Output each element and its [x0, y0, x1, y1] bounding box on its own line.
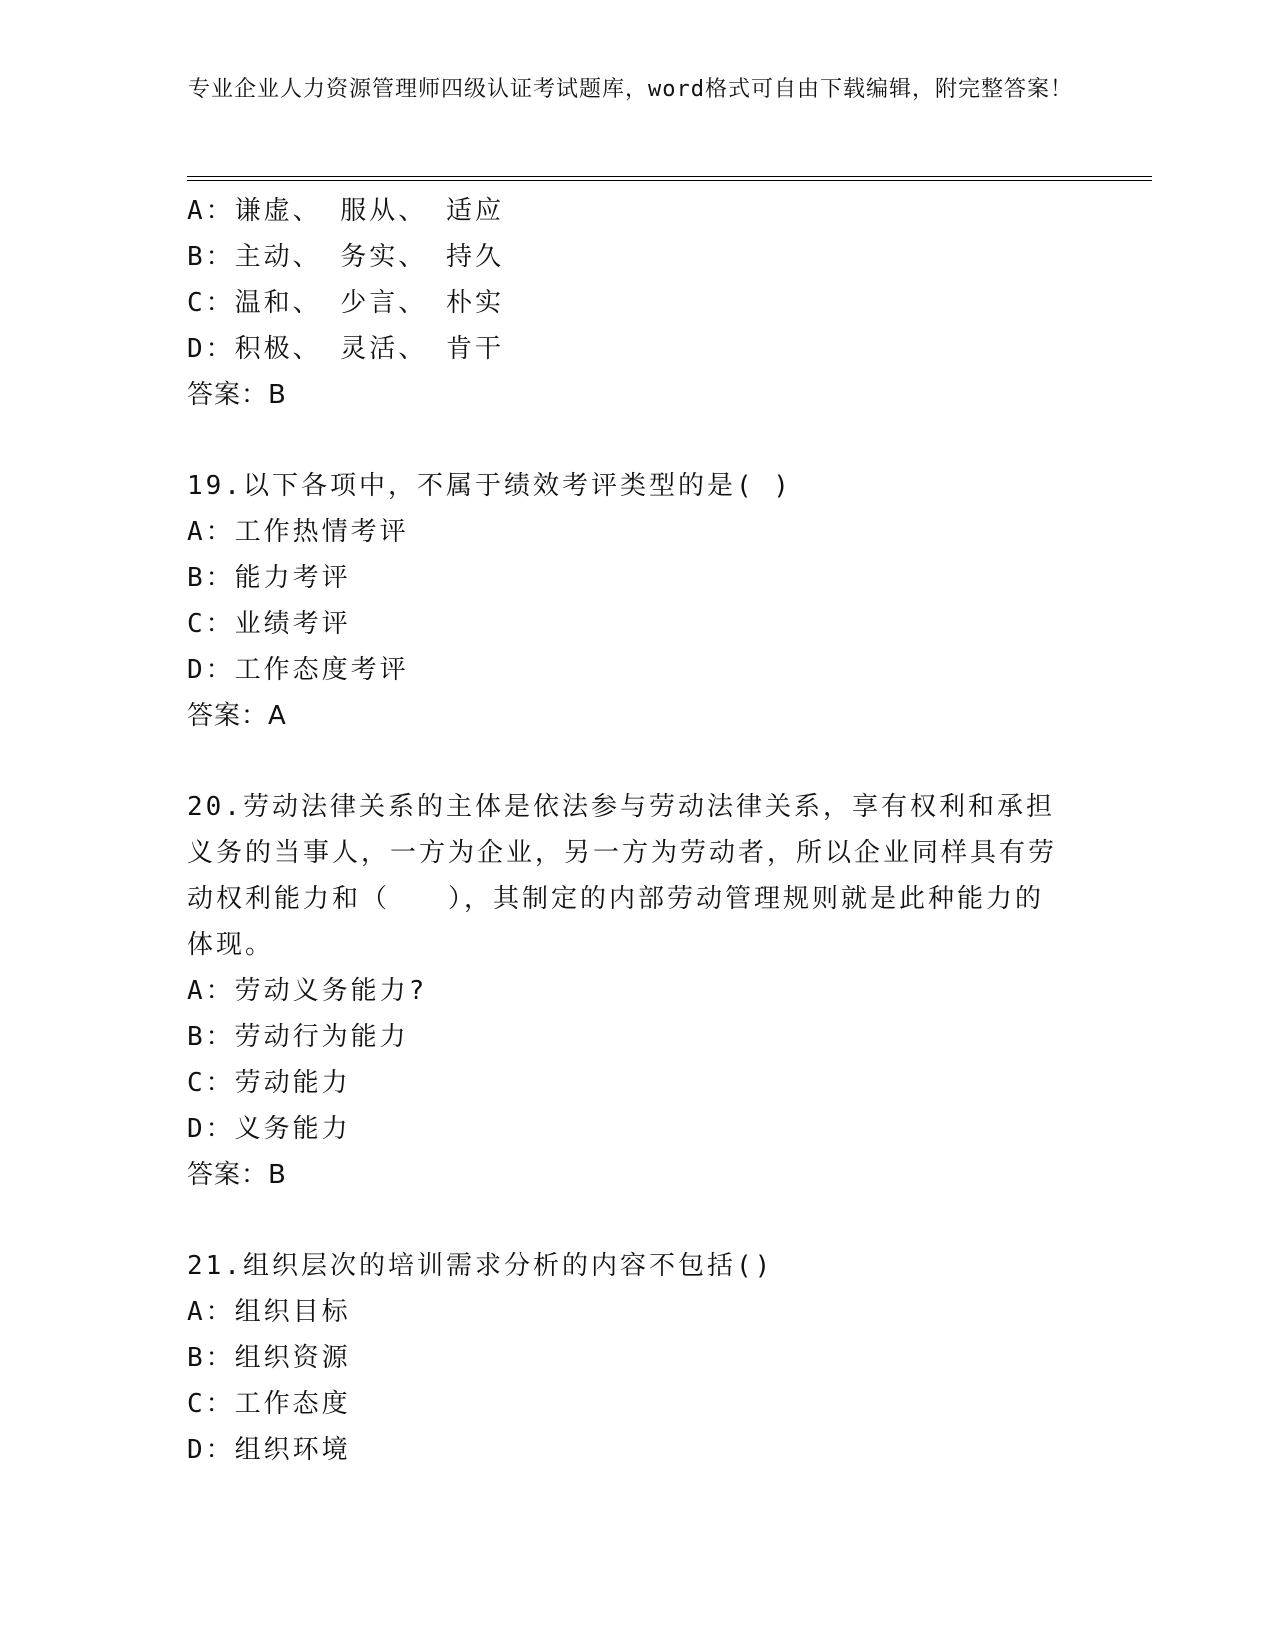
option-c: C：工作态度	[187, 1389, 351, 1419]
option-b: B：组织资源	[187, 1343, 351, 1373]
spacer	[187, 1198, 1087, 1243]
option-a: A：谦虚、 服从、 适应	[187, 196, 504, 226]
question-20	[187, 784, 1087, 1198]
option-d: D：积极、 灵活、 肯干	[187, 334, 504, 364]
spacer	[187, 418, 1087, 463]
answer-line: 答案：B	[187, 380, 287, 410]
document-header: 专业企业人力资源管理师四级认证考试题库，word格式可自由下载编辑，附完整答案！	[188, 77, 1073, 102]
answer-line: 答案：B	[187, 1160, 287, 1190]
question-18-continued	[187, 188, 1087, 418]
question-19	[187, 463, 1087, 739]
option-b: B：能力考评	[187, 563, 351, 593]
option-d: D：工作态度考评	[187, 655, 409, 685]
spacer	[187, 739, 1087, 784]
header-rule-top	[187, 176, 1152, 177]
option-c: C：劳动能力	[187, 1068, 351, 1098]
header-rule-bottom	[187, 180, 1152, 181]
option-a: A：组织目标	[187, 1297, 351, 1327]
question-content	[187, 188, 1087, 1473]
option-c: C：业绩考评	[187, 609, 351, 639]
question-stem: 19.以下各项中，不属于绩效考评类型的是( )	[187, 471, 792, 501]
option-d: D：义务能力	[187, 1114, 351, 1144]
answer-line: 答案：A	[187, 701, 287, 731]
question-stem: 20.劳动法律关系的主体是依法参与劳动法律关系，享有权利和承担义务的当事人，一方为企业，另一方为劳动者，所以企业同样具有劳动权利能力和（ ），其制定的内部劳动管理规则就是此种能力的体现。	[187, 792, 1058, 960]
option-a: A：劳动义务能力?	[187, 976, 428, 1006]
question-stem: 21.组织层次的培训需求分析的内容不包括()	[187, 1251, 774, 1281]
option-d: D：组织环境	[187, 1435, 351, 1465]
option-b: B：劳动行为能力	[187, 1022, 409, 1052]
option-a: A：工作热情考评	[187, 517, 409, 547]
option-b: B：主动、 务实、 持久	[187, 242, 504, 272]
option-c: C：温和、 少言、 朴实	[187, 288, 504, 318]
question-21	[187, 1243, 1087, 1473]
